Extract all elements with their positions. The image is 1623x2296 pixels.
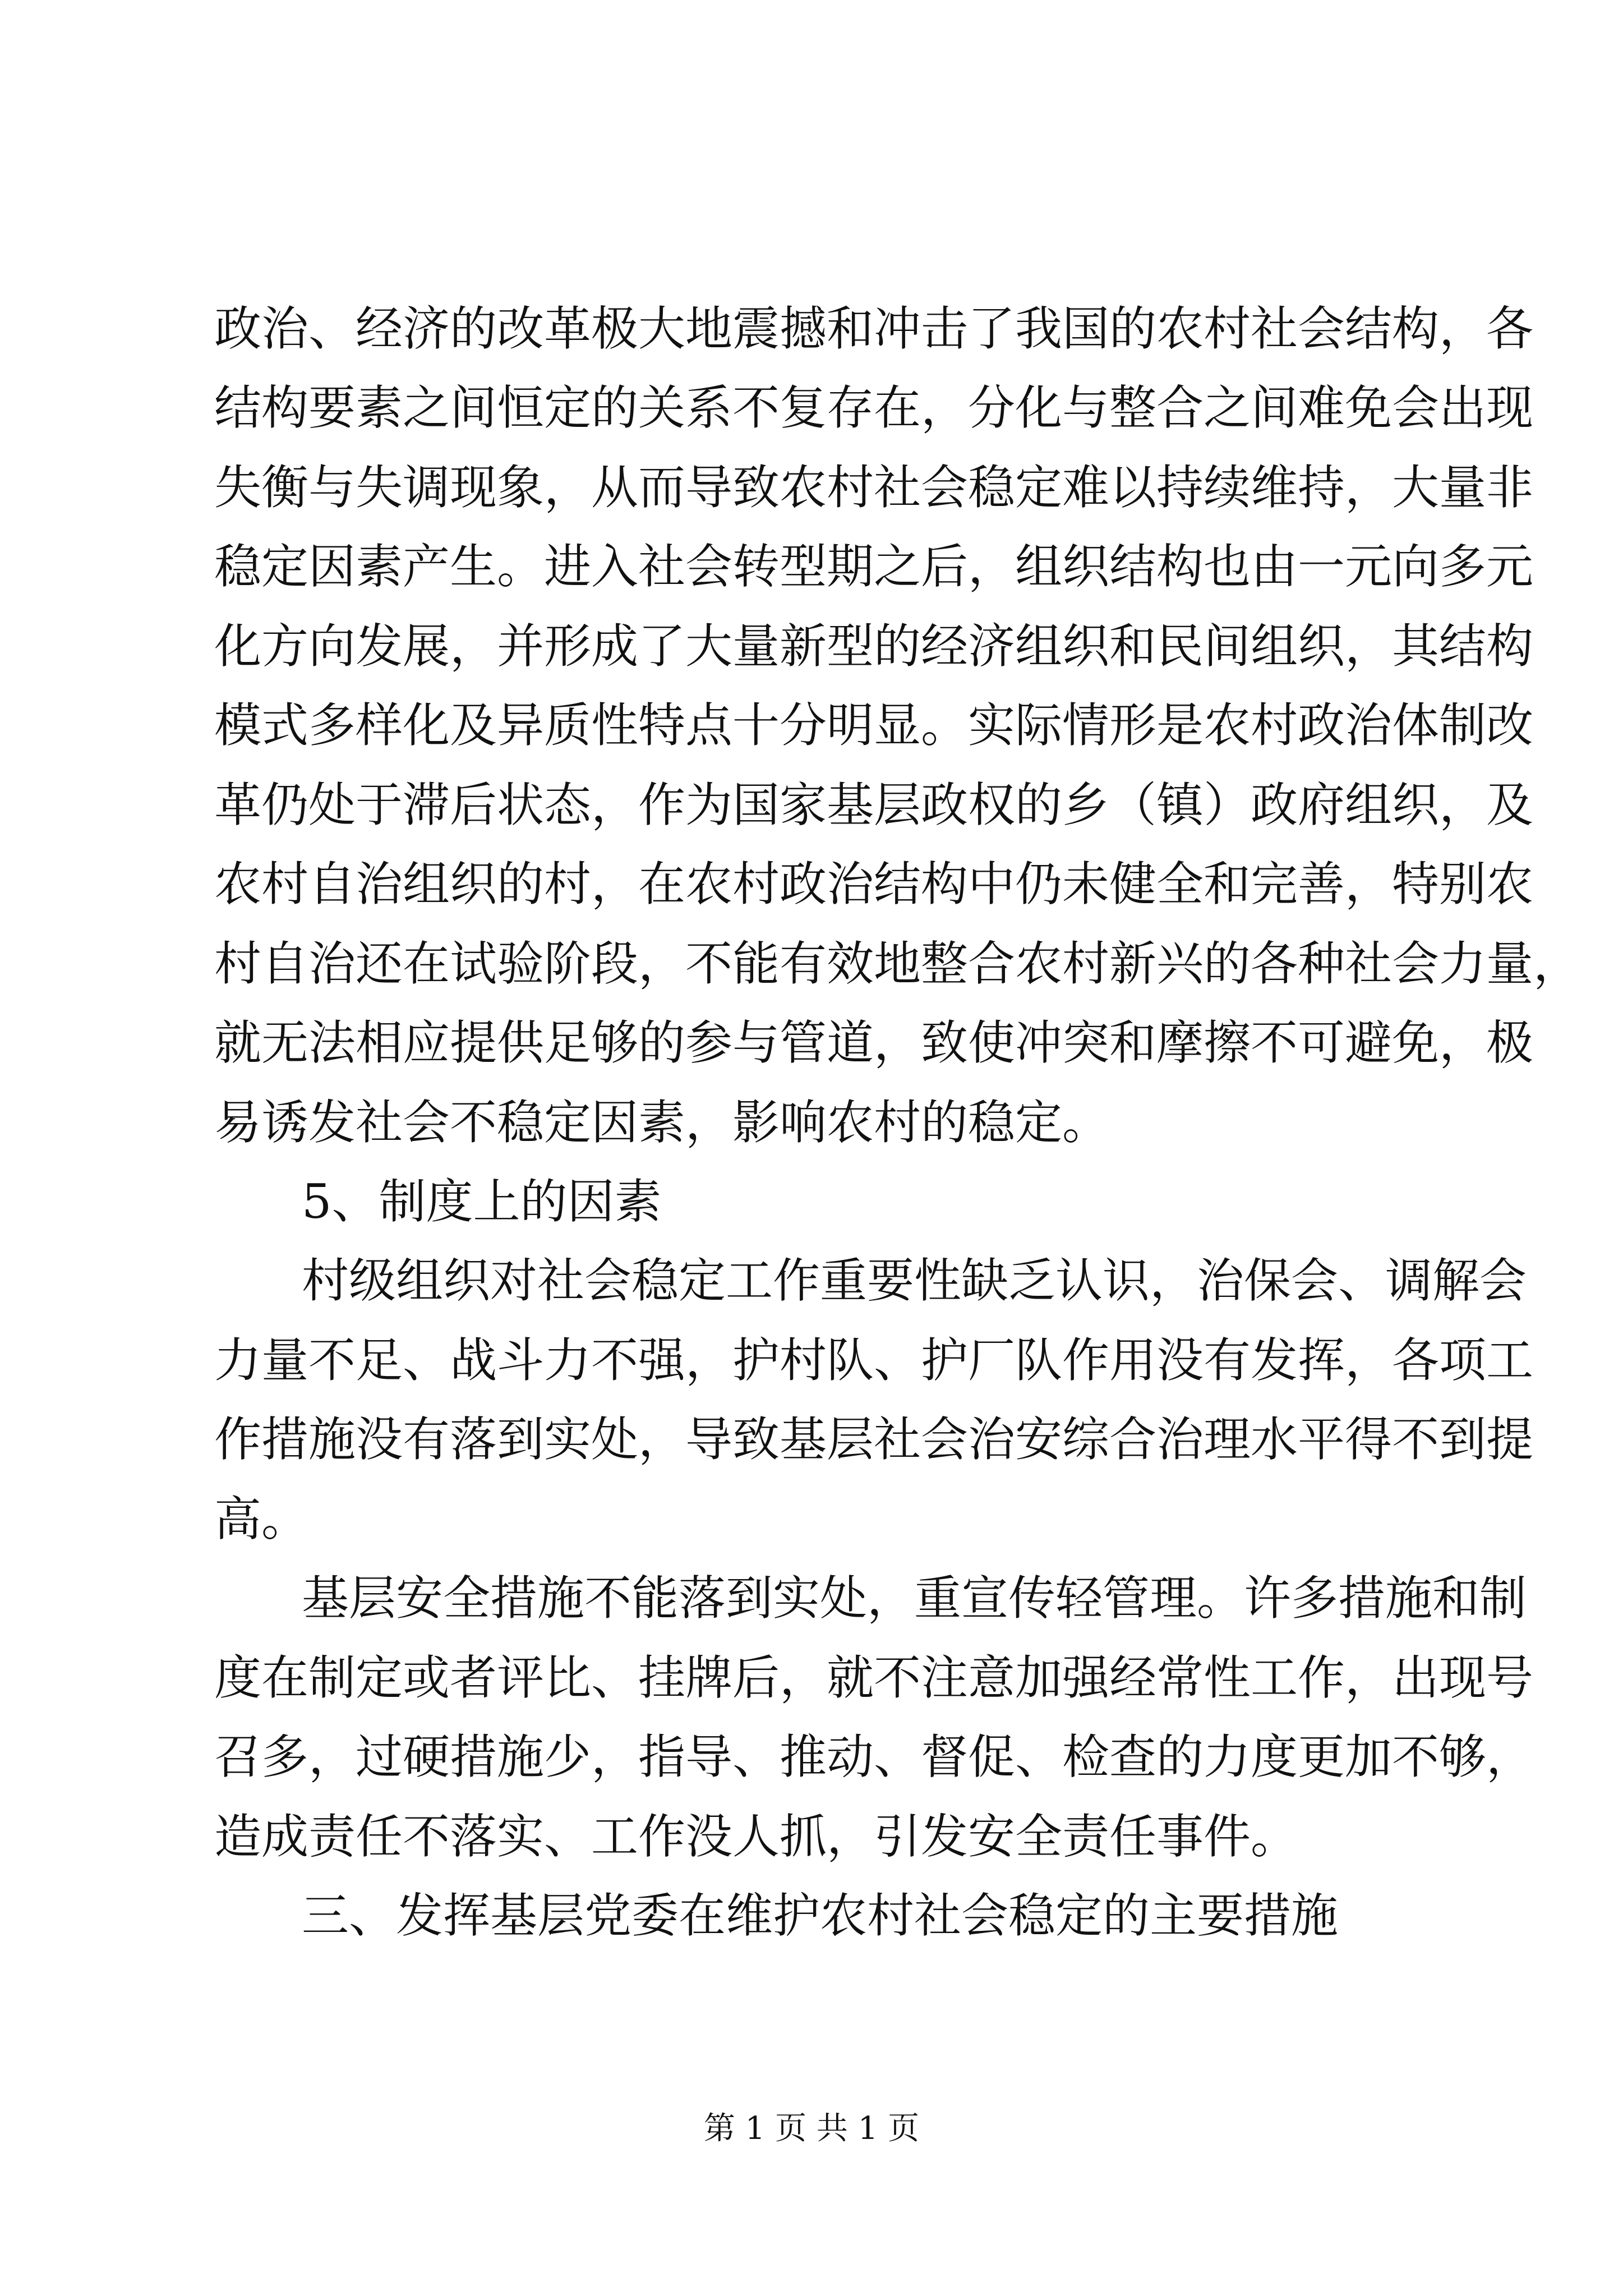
text-line: 稳定因素产生。进入社会转型期之后，组织结构也由一元向多元 <box>214 539 1534 594</box>
text-line: 作措施没有落到实处，导致基层社会治安综合治理水平得不到提 <box>214 1412 1534 1467</box>
section-heading: 5、制度上的因素 <box>302 1174 662 1229</box>
text-line: 就无法相应提供足够的参与管道，致使冲突和摩擦不可避免，极 <box>214 1015 1534 1070</box>
text-line: 召多，过硬措施少，指导、推动、督促、检查的力度更加不够， <box>214 1729 1534 1784</box>
text-line: 度在制定或者评比、挂牌后，就不注意加强经常性工作，出现号 <box>214 1650 1534 1705</box>
text-line: 农村自治组织的村，在农村政治结构中仍未健全和完善，特别农 <box>214 857 1534 912</box>
text-line: 化方向发展，并形成了大量新型的经济组织和民间组织，其结构 <box>214 619 1534 674</box>
text-line: 模式多样化及异质性特点十分明显。实际情形是农村政治体制改 <box>214 698 1534 753</box>
text-line: 村级组织对社会稳定工作重要性缺乏认识，治保会、调解会 <box>302 1253 1527 1308</box>
text-line: 易诱发社会不稳定因素，影响农村的稳定。 <box>214 1095 1110 1150</box>
text-line: 造成责任不落实、工作没人抓，引发安全责任事件。 <box>214 1809 1298 1864</box>
section-heading: 三、发挥基层党委在维护农村社会稳定的主要措施 <box>302 1888 1339 1943</box>
text-line: 革仍处于滞后状态，作为国家基层政权的乡（镇）政府组织，及 <box>214 777 1534 832</box>
page-number-footer: 第 1 页 共 1 页 <box>703 2110 920 2147</box>
text-line: 村自治还在试验阶段，不能有效地整合农村新兴的各种社会力量， <box>214 936 1581 991</box>
text-line: 力量不足、战斗力不强，护村队、护厂队作用没有发挥，各项工 <box>214 1333 1534 1388</box>
text-line: 基层安全措施不能落到实处，重宣传轻管理。许多措施和制 <box>302 1571 1527 1626</box>
text-line: 政治、经济的改革极大地震撼和冲击了我国的农村社会结构，各 <box>214 301 1534 356</box>
text-line: 失衡与失调现象，从而导致农村社会稳定难以持续维持，大量非 <box>214 460 1534 515</box>
text-line: 高。 <box>214 1492 309 1547</box>
text-line: 结构要素之间恒定的关系不复存在，分化与整合之间难免会出现 <box>214 380 1534 435</box>
